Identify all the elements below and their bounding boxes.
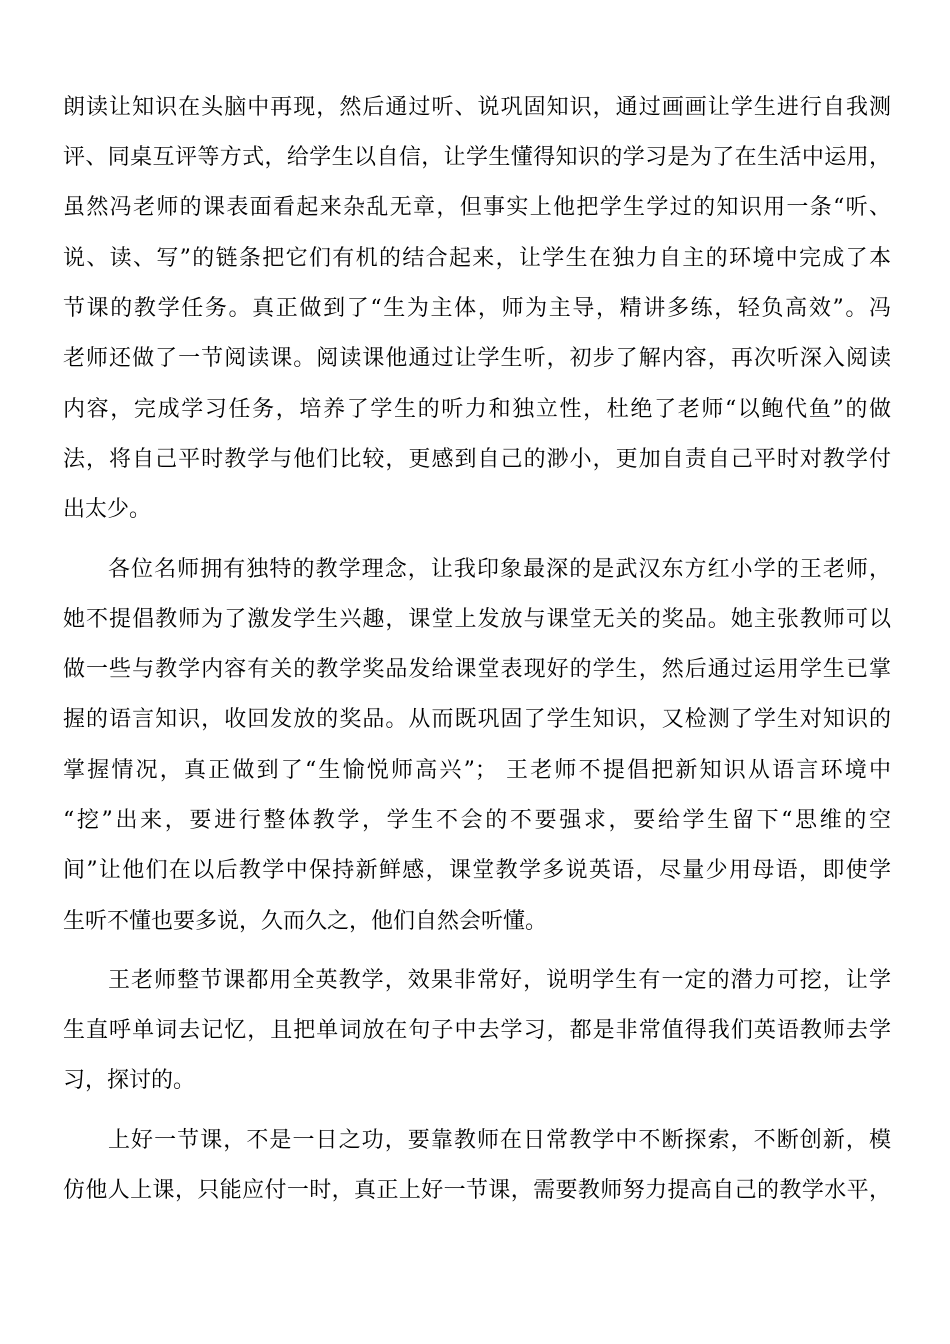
text-line: 内容，完成学习任务，培养了学生的听力和独立性，杜绝了老师“以鲍代鱼”的做 xyxy=(63,397,891,422)
text-line: 习，探讨的。 xyxy=(63,1068,196,1093)
text-line: 间”让他们在以后教学中保持新鲜感，课堂教学多说英语，尽量少用母语，即使学 xyxy=(63,858,891,883)
text-line: 生听不懂也要多说，久而久之，他们自然会听懂。 xyxy=(63,909,548,934)
text-line: 掌握情况，真正做到了“生愉悦师高兴”； 王老师不提倡把新知识从语言环境中 xyxy=(63,758,891,783)
paragraph-first-line: 王老师整节课都用全英教学，效果非常好，说明学生有一定的潜力可挖，让学 xyxy=(108,968,891,993)
text-line: 做一些与教学内容有关的教学奖品发给课堂表现好的学生，然后通过运用学生已掌 xyxy=(63,657,891,682)
text-line: 握的语言知识，收回发放的奖品。从而既巩固了学生知识，又检测了学生对知识的 xyxy=(63,707,891,732)
text-line: 她不提倡教师为了激发学生兴趣，课堂上发放与课堂无关的奖品。她主张教师可以 xyxy=(63,607,891,632)
paragraph-first-line: 上好一节课，不是一日之功，要靠教师在日常教学中不断探索，不断创新，模 xyxy=(108,1128,891,1153)
text-line: 老师还做了一节阅读课。阅读课他通过让学生听，初步了解内容，再次听深入阅读 xyxy=(63,346,891,371)
text-line: “挖”出来，要进行整体教学，学生不会的不要强求，要给学生留下“思维的空 xyxy=(63,808,891,833)
text-line: 生直呼单词去记忆，且把单词放在句子中去学习，都是非常值得我们英语教师去学 xyxy=(63,1018,891,1043)
text-line: 虽然冯老师的课表面看起来杂乱无章，但事实上他把学生学过的知识用一条“听、 xyxy=(63,195,891,220)
text-line: 仿他人上课，只能应付一时，真正上好一节课，需要教师努力提高自己的教学水平， xyxy=(63,1178,891,1203)
text-line: 说、读、写”的链条把它们有机的结合起来，让学生在独力自主的环境中完成了本 xyxy=(63,246,891,271)
text-line: 评、同桌互评等方式，给学生以自信，让学生懂得知识的学习是为了在生活中运用， xyxy=(63,145,891,170)
text-line: 出太少。 xyxy=(63,497,152,522)
text-line: 节课的教学任务。真正做到了“生为主体，师为主导，精讲多练，轻负高效”。冯 xyxy=(63,296,891,321)
text-line: 朗读让知识在头脑中再现，然后通过听、说巩固知识，通过画画让学生进行自我测 xyxy=(63,95,891,120)
text-line: 法，将自己平时教学与他们比较，更感到自己的渺小，更加自责自己平时对教学付 xyxy=(63,447,891,472)
paragraph-first-line: 各位名师拥有独特的教学理念，让我印象最深的是武汉东方红小学的王老师， xyxy=(108,557,891,582)
